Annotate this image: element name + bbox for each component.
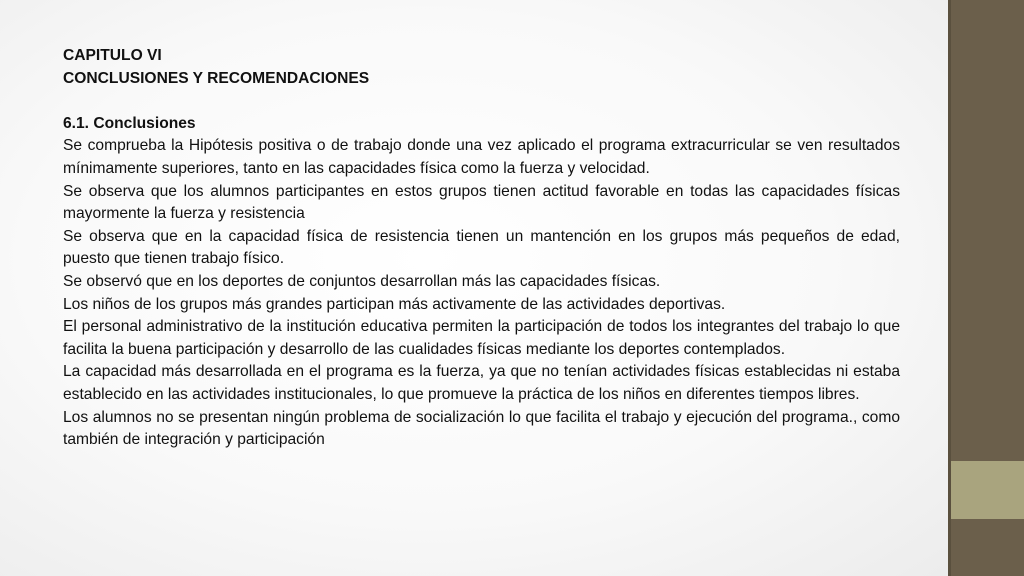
sidebar-decoration-accent	[948, 461, 1024, 519]
paragraph: La capacidad más desarrollada en el programa es la fuerza, ya que no tenían actividades físicas establecidas ni estaba establecido en las actividades institucionales, lo que promueve la práctica de los niños en diferentes tiempos libres.	[63, 363, 900, 403]
sidebar-decoration-top	[948, 0, 1024, 461]
sidebar-decoration-bottom	[948, 519, 1024, 576]
chapter-label: CAPITULO VI	[63, 47, 162, 64]
paragraph: Los alumnos no se presentan ningún problema de socialización lo que facilita el trabajo y ejecución del programa., como también de integración y participación	[63, 408, 900, 449]
chapter-title: CONCLUSIONES Y RECOMENDACIONES	[63, 69, 370, 87]
slide-content	[63, 45, 900, 452]
paragraph: Se observa que en la capacidad física de resistencia tienen un mantención en los grupos más pequeños de edad, puesto que tienen trabajo físico.	[63, 227, 900, 268]
section-title: 6.1. Conclusiones	[63, 114, 196, 132]
paragraph: Se comprueba la Hipótesis positiva o de trabajo donde una vez aplicado el programa extracurricular se ven resultados mínimamente superiores, tanto en las capacidades física como la fuerza y velocidad.	[63, 137, 900, 177]
paragraph: Los niños de los grupos más grandes participan más activamente de las actividades deportivas.	[63, 295, 726, 313]
spacer	[63, 90, 900, 113]
sidebar-divider	[948, 0, 951, 576]
paragraph: Se observó que en los deportes de conjuntos desarrollan más las capacidades físicas.	[63, 272, 661, 290]
paragraph: El personal administrativo de la institución educativa permiten la participación de todos los integrantes del trabajo lo que facilita la buena participación y desarrollo de las cualidades físicas mediante los deportes contemplados.	[63, 318, 900, 358]
paragraph: Se observa que los alumnos participantes en estos grupos tienen actitud favorable en todas las capacidades físicas mayormente la fuerza y resistencia	[63, 182, 900, 223]
